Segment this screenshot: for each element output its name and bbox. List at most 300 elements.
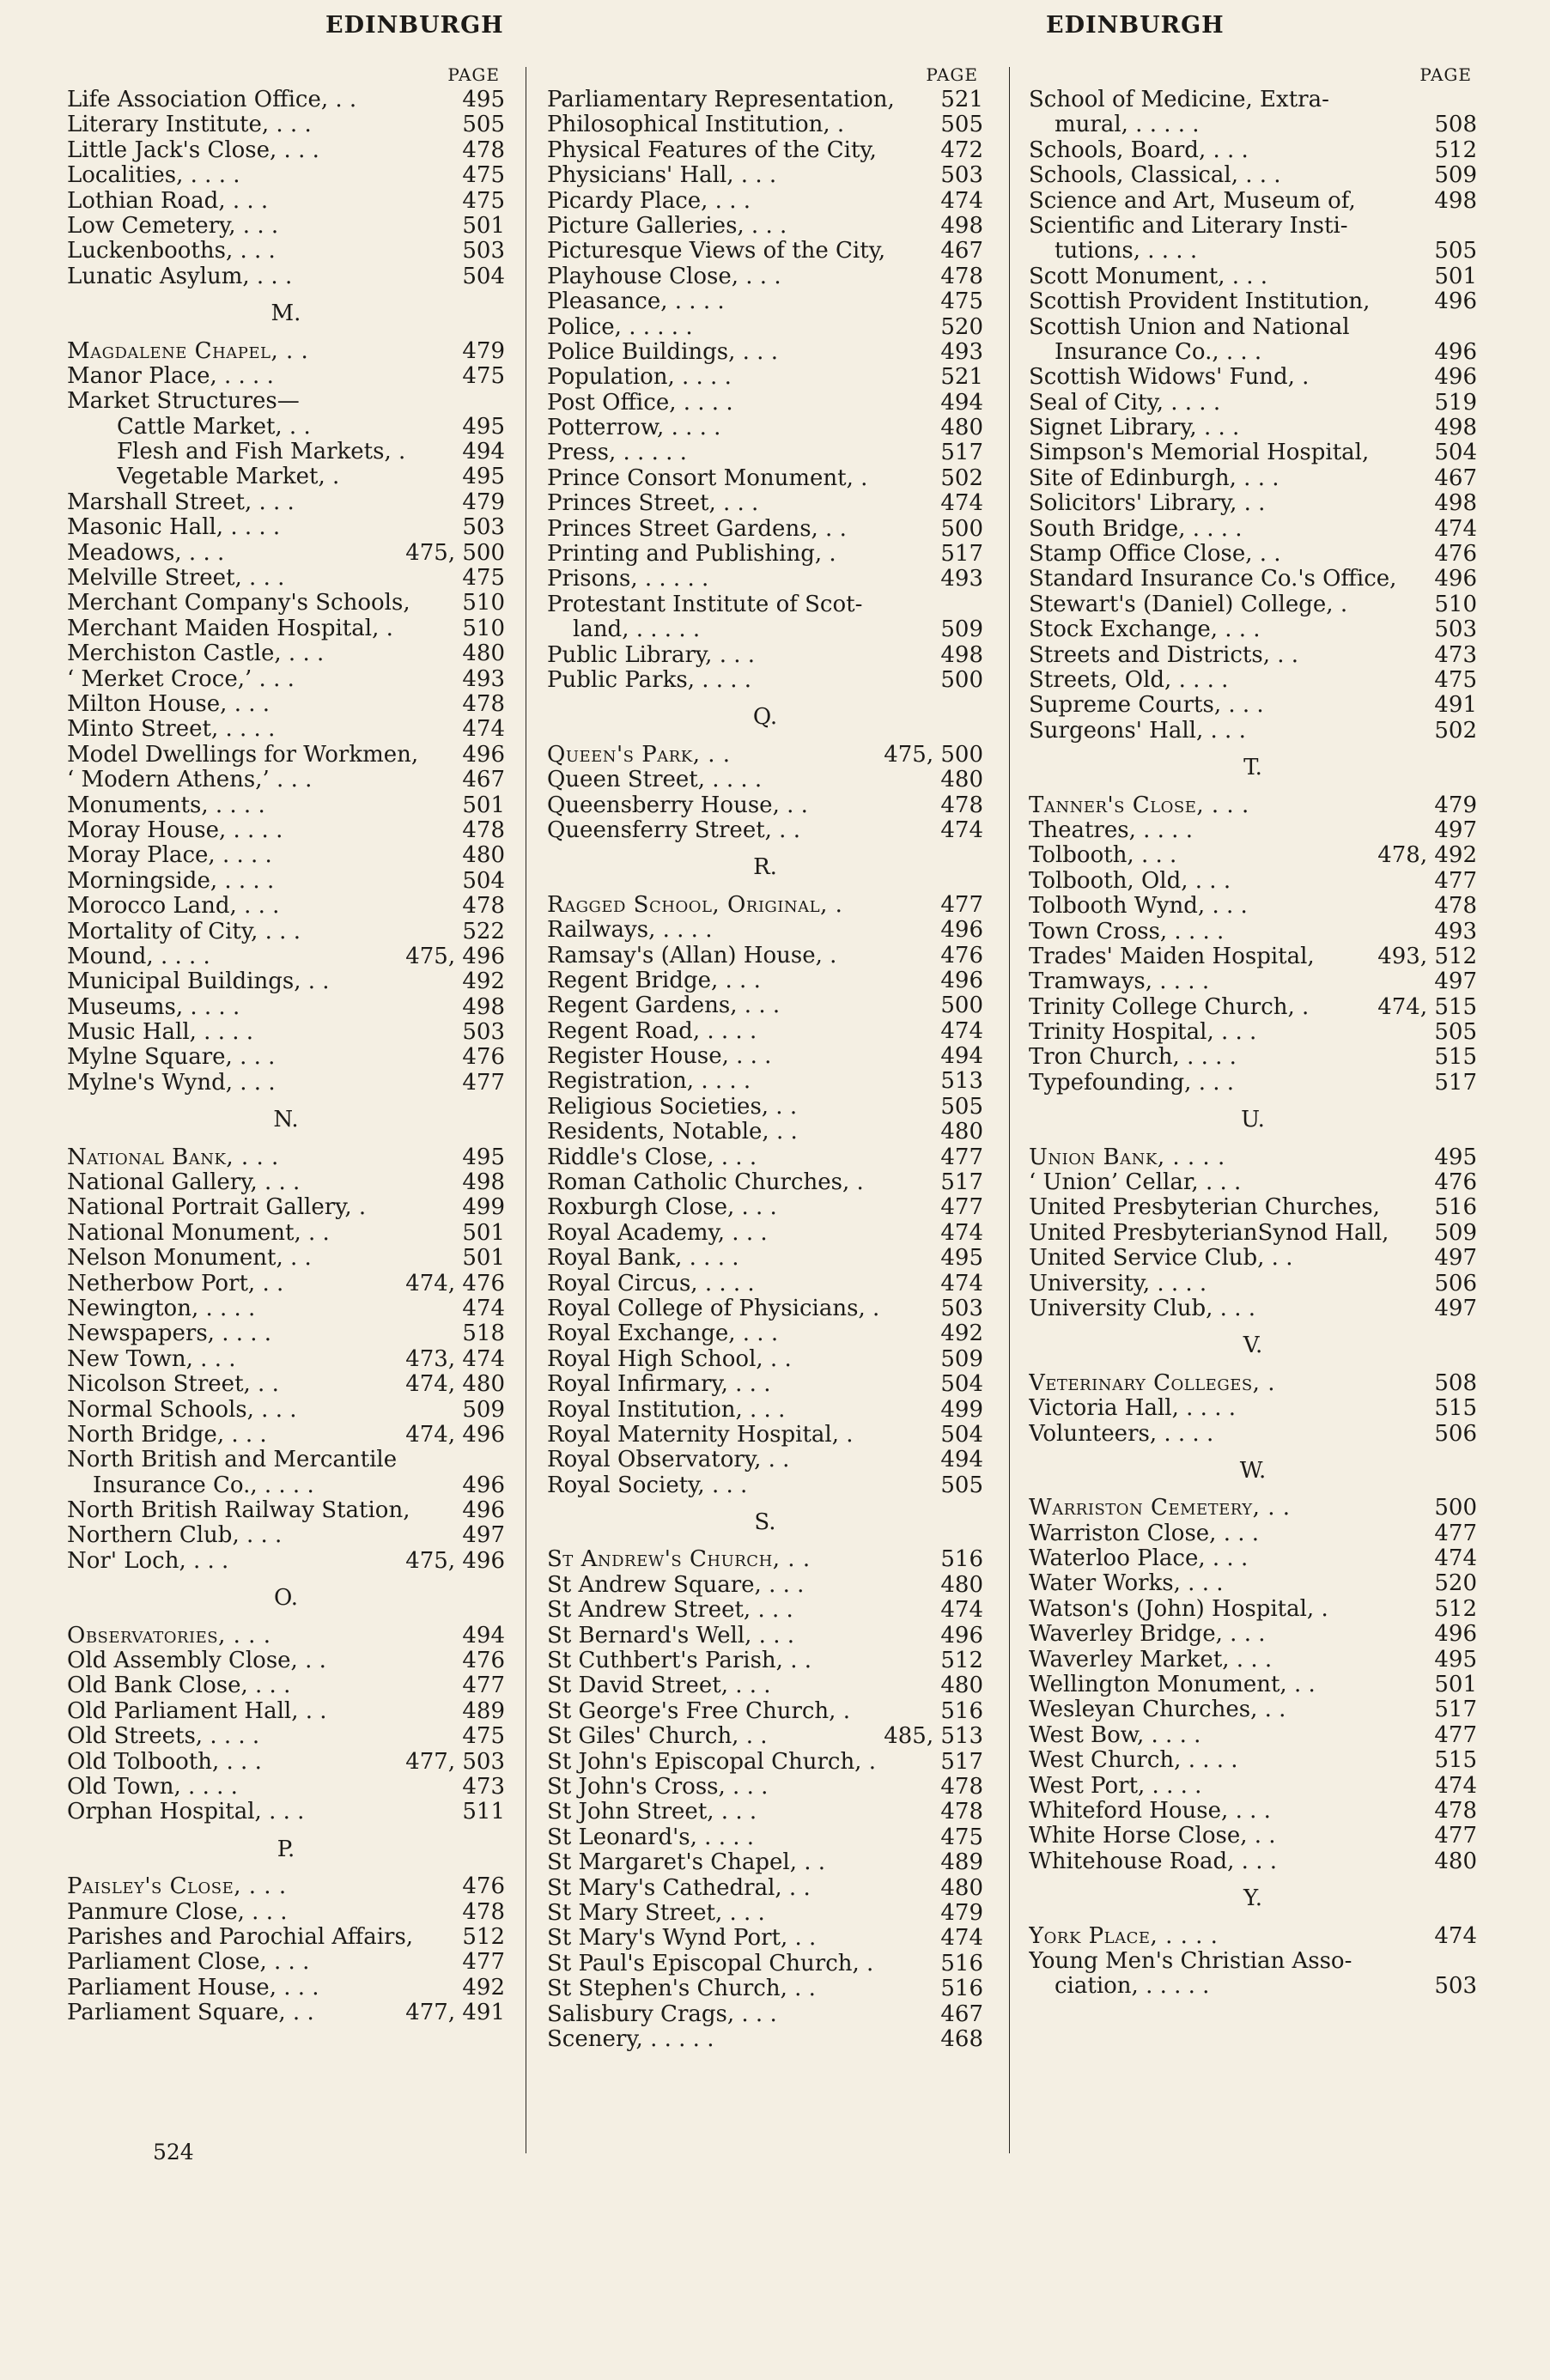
section-letter: P. xyxy=(277,1836,295,1862)
entry-page-ref: 476 xyxy=(462,1044,505,1071)
index-entry xyxy=(547,264,983,289)
entry-name: Royal Bank, . . . . xyxy=(547,1246,739,1272)
entry-page-ref: 516 xyxy=(940,1976,983,2002)
entry-name: Victoria Hall, . . . . xyxy=(1029,1396,1236,1422)
index-entry xyxy=(547,1145,983,1170)
index-entry xyxy=(1029,542,1477,567)
entry-name: Whitehouse Road, . . . xyxy=(1029,1849,1277,1874)
entry-name: Physicians' Hall, . . . xyxy=(547,163,777,189)
entry-name: Surgeons' Hall, . . . xyxy=(1029,718,1246,744)
entry-name: St Stephen's Church, . . xyxy=(547,1976,816,2002)
entry-name: Roman Catholic Churches, . xyxy=(547,1170,864,1196)
entry-page-ref: 492 xyxy=(940,1321,983,1347)
entry-page-ref: 503 xyxy=(1434,616,1477,643)
entry-name: Press, . . . . . xyxy=(547,440,687,466)
entry-name: Meadows, . . . xyxy=(67,540,225,566)
index-entry xyxy=(547,189,983,214)
entry-page-ref: 511 xyxy=(462,1799,505,1825)
index-entry xyxy=(547,1321,983,1346)
index-entry xyxy=(67,1170,505,1195)
index-entry xyxy=(67,743,505,768)
entry-name: Scottish Union and National xyxy=(1029,314,1350,340)
index-entry xyxy=(1029,668,1477,693)
entry-page-ref: 497 xyxy=(1434,817,1477,843)
entry-name: Orphan Hospital, . . . xyxy=(67,1800,305,1825)
entry-page-ref: 512 xyxy=(1434,1595,1477,1622)
entry-page-ref: 501 xyxy=(462,792,505,818)
index-entry xyxy=(67,1775,505,1800)
index-entry xyxy=(67,389,505,414)
entry-name: Life Association Office, . . xyxy=(67,88,357,112)
entry-page-ref: 498 xyxy=(1434,415,1477,441)
index-column-1 xyxy=(67,62,505,2026)
entry-page-ref: 474 xyxy=(940,817,983,843)
index-entry xyxy=(67,1246,505,1271)
entry-page-ref: 516 xyxy=(940,1697,983,1724)
index-entry xyxy=(1029,1195,1477,1220)
entry-page-ref: 517 xyxy=(1434,1697,1477,1723)
entry-page-ref: 496 xyxy=(462,1472,505,1498)
entry-page-ref: 522 xyxy=(462,918,505,944)
index-entry xyxy=(1029,440,1477,465)
index-entry xyxy=(1029,1371,1477,1396)
index-entry xyxy=(67,1473,505,1498)
entry-name: Town Cross, . . . . xyxy=(1029,919,1225,944)
entry-page-ref: 513 xyxy=(940,1068,983,1095)
index-entry xyxy=(1029,592,1477,617)
entry-page-ref: 497 xyxy=(462,1522,505,1549)
entry-name: York Place, . . . . xyxy=(1029,1923,1219,1949)
entry-name: Vegetable Market, . xyxy=(117,464,340,490)
index-entry xyxy=(1029,466,1477,491)
entry-page-ref: 506 xyxy=(1434,1270,1477,1296)
index-entry xyxy=(67,214,505,239)
index-entry xyxy=(67,1221,505,1246)
entry-name: Royal College of Physicians, . xyxy=(547,1296,880,1321)
entry-name: Market Structures— xyxy=(67,389,300,415)
entry-name: Registration, . . . . xyxy=(547,1069,751,1095)
entry-page-ref: 504 xyxy=(1434,440,1477,466)
index-entry xyxy=(547,1926,983,1951)
entry-page-ref: 505 xyxy=(940,112,983,138)
entry-page-ref: 498 xyxy=(940,212,983,239)
entry-name: Scott Monument, . . . xyxy=(1029,264,1268,289)
index-entry xyxy=(1029,1673,1477,1697)
entry-page-ref: 517 xyxy=(940,440,983,466)
index-entry xyxy=(547,668,983,693)
entry-name: tutions, . . . . xyxy=(1055,239,1198,264)
index-entry xyxy=(547,1573,983,1598)
section-letter: U. xyxy=(1241,1107,1265,1133)
entry-name: Municipal Buildings, . . xyxy=(67,969,330,995)
entry-page-ref: 503 xyxy=(940,1295,983,1321)
entry-page-ref: 477 xyxy=(462,1673,505,1699)
index-entry xyxy=(67,1321,505,1346)
entry-page-ref: 489 xyxy=(940,1849,983,1876)
entry-name: Stamp Office Close, . . xyxy=(1029,542,1281,568)
index-entry xyxy=(547,968,983,993)
entry-name: Old Tolbooth, . . . xyxy=(67,1749,262,1775)
index-entry xyxy=(547,1952,983,1976)
section-letter: S. xyxy=(754,1509,776,1536)
index-entry xyxy=(67,969,505,994)
index-entry xyxy=(547,1372,983,1397)
entry-page-ref: 495 xyxy=(1434,1144,1477,1170)
entry-page-ref: 474, 476 xyxy=(405,1270,505,1296)
index-entry xyxy=(67,1423,505,1448)
entry-page-ref: 480 xyxy=(940,1571,983,1598)
entry-page-ref: 518 xyxy=(462,1321,505,1347)
entry-page-ref: 509 xyxy=(940,616,983,643)
index-entry xyxy=(67,1398,505,1423)
entry-page-ref: 498 xyxy=(462,993,505,1020)
index-entry xyxy=(67,364,505,389)
entry-name: Playhouse Close, . . . xyxy=(547,264,781,289)
index-entry xyxy=(67,641,505,666)
entry-page-ref: 477, 491 xyxy=(405,2000,505,2026)
index-entry xyxy=(67,869,505,894)
entry-name: Stock Exchange, . . . xyxy=(1029,617,1261,643)
entry-name: Picturesque Views of the City, xyxy=(547,239,886,264)
entry-page-ref: 498 xyxy=(1434,187,1477,214)
entry-page-ref: 501 xyxy=(1434,263,1477,289)
entry-name: Streets, Old, . . . . xyxy=(1029,667,1229,693)
entry-name: Regent Bridge, . . . xyxy=(547,968,761,993)
entry-name: St Andrew's Church, . . xyxy=(547,1547,811,1573)
entry-page-ref: 505 xyxy=(1434,238,1477,264)
entry-name: National Gallery, . . . xyxy=(67,1170,301,1196)
entry-name: St Mary Street, . . . xyxy=(547,1900,765,1926)
entry-page-ref: 478 xyxy=(462,893,505,920)
entry-page-ref: 519 xyxy=(1434,389,1477,416)
index-entry xyxy=(67,1624,505,1648)
index-entry xyxy=(67,1724,505,1749)
index-entry xyxy=(1029,88,1477,112)
page-column-label: PAGE xyxy=(447,64,500,85)
entry-name: Nor' Loch, . . . xyxy=(67,1548,229,1574)
column-divider xyxy=(1009,67,1010,2153)
index-entry xyxy=(67,1673,505,1698)
index-entry xyxy=(1029,1496,1477,1521)
index-entry xyxy=(547,1423,983,1448)
index-entry xyxy=(547,517,983,542)
entry-page-ref: 521 xyxy=(940,364,983,391)
entry-name: Insurance Co., . . . xyxy=(1055,339,1262,365)
index-entry xyxy=(67,515,505,540)
entry-page-ref: 496 xyxy=(462,741,505,768)
entry-name: Literary Institute, . . . xyxy=(67,112,312,138)
index-entry xyxy=(67,944,505,969)
entry-page-ref: 517 xyxy=(1434,1069,1477,1096)
entry-name: Police, . . . . . xyxy=(547,314,693,340)
entry-name: Tron Church, . . . . xyxy=(1029,1045,1237,1071)
index-entry xyxy=(1029,1723,1477,1748)
entry-page-ref: 500 xyxy=(1434,1495,1477,1521)
entry-page-ref: 474 xyxy=(940,1597,983,1624)
entry-page-ref: 478 xyxy=(462,1898,505,1925)
entry-name: Population, . . . . xyxy=(547,365,732,391)
entry-page-ref: 480 xyxy=(940,1673,983,1699)
entry-name: Luckenbooths, . . . xyxy=(67,239,276,264)
entry-page-ref: 495 xyxy=(462,87,505,112)
entry-page-ref: 476 xyxy=(1434,541,1477,568)
entry-name: White Horse Close, . . xyxy=(1029,1824,1276,1849)
index-entry xyxy=(67,1372,505,1397)
entry-page-ref: 480 xyxy=(462,842,505,869)
entry-page-ref: 493 xyxy=(462,665,505,692)
entry-page-ref: 479 xyxy=(462,337,505,364)
entry-name: Parliament House, . . . xyxy=(67,1975,319,2001)
entry-name: Wellington Monument, . . xyxy=(1029,1673,1316,1698)
entry-name: Tolbooth, . . . xyxy=(1029,843,1177,869)
entry-name: Residents, Notable, . . xyxy=(547,1120,798,1145)
entry-page-ref: 478 xyxy=(462,690,505,717)
entry-name: Union Bank, . . . . xyxy=(1029,1144,1225,1170)
page-column-label: PAGE xyxy=(1419,64,1472,85)
entry-name: Mylne Square, . . . xyxy=(67,1045,276,1071)
entry-name: Paisley's Close, . . . xyxy=(67,1874,287,1900)
entry-page-ref: 498 xyxy=(1434,490,1477,517)
entry-name: Waverley Bridge, . . . xyxy=(1029,1622,1266,1648)
entry-page-ref: 479 xyxy=(940,1899,983,1926)
entry-name: National Bank, . . . xyxy=(67,1144,279,1170)
entry-name: Waterloo Place, . . . xyxy=(1029,1546,1249,1572)
index-entry xyxy=(67,692,505,717)
entry-page-ref: 496 xyxy=(940,967,983,993)
entry-page-ref: 474 xyxy=(940,490,983,517)
entry-page-ref: 501 xyxy=(462,212,505,239)
section-letter: Y. xyxy=(1243,1885,1263,1912)
index-entry xyxy=(547,1095,983,1120)
entry-name: Museums, . . . . xyxy=(67,994,240,1020)
index-entry xyxy=(547,315,983,340)
entry-name: Tanner's Close, . . . xyxy=(1029,792,1249,818)
entry-page-ref: 478 xyxy=(940,1799,983,1825)
entry-name: Stewart's (Daniel) College, . xyxy=(1029,592,1348,617)
index-entry xyxy=(67,717,505,742)
entry-name: School of Medicine, Extra- xyxy=(1029,88,1329,112)
index-entry xyxy=(1029,1071,1477,1096)
entry-name: Watson's (John) Hospital, . xyxy=(1029,1596,1328,1622)
entry-page-ref: 473 xyxy=(1434,641,1477,668)
entry-name: Mylne's Wynd, . . . xyxy=(67,1070,276,1096)
entry-page-ref: 496 xyxy=(1434,364,1477,391)
index-entry xyxy=(547,993,983,1018)
index-entry xyxy=(1029,1949,1477,1974)
entry-name: Little Jack's Close, . . . xyxy=(67,137,319,163)
entry-page-ref: 475, 496 xyxy=(405,1547,505,1574)
entry-name: Royal Institution, . . . xyxy=(547,1397,786,1423)
section-letter: N. xyxy=(273,1107,299,1133)
index-entry xyxy=(67,541,505,566)
entry-name: Warriston Close, . . . xyxy=(1029,1521,1260,1546)
entry-page-ref: 477 xyxy=(1434,1721,1477,1748)
entry-page-ref: 515 xyxy=(1434,1747,1477,1774)
entry-page-ref: 477 xyxy=(1434,867,1477,894)
entry-name: Merchant Company's Schools, xyxy=(67,591,410,616)
entry-page-ref: 496 xyxy=(462,1497,505,1524)
index-entry xyxy=(1029,818,1477,843)
index-entry xyxy=(1029,1849,1477,1874)
entry-page-ref: 508 xyxy=(1434,1369,1477,1396)
index-entry xyxy=(547,617,983,642)
index-entry xyxy=(547,1724,983,1749)
entry-page-ref: 474 xyxy=(1434,1772,1477,1799)
entry-page-ref: 478 xyxy=(1434,893,1477,920)
entry-name: Protestant Institute of Scot- xyxy=(547,592,863,617)
index-entry xyxy=(547,1598,983,1623)
entry-page-ref: 493 xyxy=(940,566,983,592)
entry-page-ref: 476 xyxy=(940,942,983,968)
index-entry xyxy=(67,88,505,112)
entry-page-ref: 474 xyxy=(940,1270,983,1296)
entry-name: Mound, . . . . xyxy=(67,944,210,969)
index-entry xyxy=(1029,1020,1477,1045)
entry-name: Whiteford House, . . . xyxy=(1029,1799,1271,1824)
entry-page-ref: 476 xyxy=(462,1648,505,1674)
index-entry xyxy=(67,1750,505,1775)
index-entry xyxy=(67,843,505,868)
index-entry xyxy=(547,918,983,943)
index-entry xyxy=(67,239,505,264)
entry-name: Railways, . . . . xyxy=(547,918,713,944)
index-entry xyxy=(547,768,983,792)
entry-name: Parliament Close, . . . xyxy=(67,1950,310,1976)
entry-name: Newington, . . . . xyxy=(67,1296,256,1321)
index-entry xyxy=(1029,1924,1477,1949)
index-entry xyxy=(547,88,983,112)
entry-page-ref: 517 xyxy=(940,541,983,568)
entry-page-ref: 520 xyxy=(1434,1570,1477,1597)
index-entry xyxy=(67,1800,505,1824)
entry-page-ref: 501 xyxy=(462,1219,505,1246)
index-entry xyxy=(67,995,505,1020)
entry-name: Royal Exchange, . . . xyxy=(547,1321,779,1347)
entry-page-ref: 492 xyxy=(462,1974,505,2001)
index-entry xyxy=(547,1876,983,1901)
entry-page-ref: 478 xyxy=(940,263,983,289)
entry-page-ref: 473 xyxy=(462,1774,505,1800)
entry-page-ref: 475 xyxy=(462,565,505,592)
entry-name: Lothian Road, . . . xyxy=(67,188,269,214)
index-entry xyxy=(547,567,983,592)
entry-page-ref: 495 xyxy=(462,464,505,490)
entry-name: Religious Societies, . . xyxy=(547,1094,798,1120)
entry-page-ref: 475 xyxy=(462,187,505,214)
entry-name: St Margaret's Chapel, . . xyxy=(547,1850,826,1876)
entry-page-ref: 475 xyxy=(462,162,505,189)
index-entry xyxy=(1029,1145,1477,1170)
entry-name: Public Parks, . . . . xyxy=(547,667,752,693)
index-entry xyxy=(1029,1546,1477,1571)
entry-page-ref: 474 xyxy=(940,1925,983,1952)
entry-name: Milton House, . . . xyxy=(67,691,270,717)
index-entry xyxy=(67,591,505,616)
entry-page-ref: 475 xyxy=(462,1723,505,1750)
entry-name: Prince Consort Monument, . xyxy=(547,465,868,491)
entry-name: Standard Insurance Co.'s Office, xyxy=(1029,567,1397,592)
entry-page-ref: 467 xyxy=(940,2001,983,2027)
index-entry xyxy=(1029,1622,1477,1647)
entry-page-ref: 497 xyxy=(1434,968,1477,995)
entry-page-ref: 496 xyxy=(1434,1621,1477,1648)
entry-name: St Andrew Street, . . . xyxy=(547,1598,793,1624)
index-entry xyxy=(67,1071,505,1096)
index-entry xyxy=(67,1272,505,1296)
entry-name: United Presbyterian Churches, xyxy=(1029,1195,1380,1221)
index-entry xyxy=(547,1825,983,1850)
entry-name: Typefounding, . . . xyxy=(1029,1070,1235,1096)
entry-page-ref: 494 xyxy=(940,1447,983,1473)
entry-name: Roxburgh Close, . . . xyxy=(547,1195,777,1221)
entry-page-ref: 502 xyxy=(1434,717,1477,744)
entry-page-ref: 474 xyxy=(462,1295,505,1321)
section-letter: W. xyxy=(1239,1457,1267,1484)
entry-name: St George's Free Church, . xyxy=(547,1698,850,1724)
index-entry xyxy=(547,1624,983,1648)
entry-name: Low Cemetery, . . . xyxy=(67,213,279,239)
entry-page-ref: 475 xyxy=(1434,666,1477,693)
entry-page-ref: 498 xyxy=(462,1169,505,1196)
entry-name: Queensferry Street, . . xyxy=(547,817,800,843)
entry-page-ref: 504 xyxy=(462,867,505,894)
entry-name: Masonic Hall, . . . . xyxy=(67,515,281,541)
index-entry xyxy=(1029,391,1477,416)
entry-name: Normal Schools, . . . xyxy=(67,1397,297,1423)
entry-name: St Mary's Wynd Port, . . xyxy=(547,1926,817,1952)
entry-page-ref: 495 xyxy=(462,1144,505,1170)
index-entry xyxy=(67,1448,505,1472)
index-entry xyxy=(67,440,505,464)
entry-name: Royal Circus, . . . . xyxy=(547,1271,755,1296)
entry-name: Prisons, . . . . . xyxy=(547,567,709,592)
entry-page-ref: 477 xyxy=(1434,1520,1477,1546)
running-header-left: EDINBURGH xyxy=(325,12,504,39)
entry-name: St Giles' Church, . . xyxy=(547,1724,768,1750)
entry-page-ref: 510 xyxy=(462,590,505,616)
entry-name: Young Men's Christian Asso- xyxy=(1029,1948,1352,1974)
index-entry xyxy=(67,1874,505,1899)
entry-name: St Andrew Square, . . . xyxy=(547,1572,805,1598)
index-entry xyxy=(67,566,505,591)
entry-name: Cattle Market, . . xyxy=(117,414,311,440)
entry-name: Northern Club, . . . xyxy=(67,1523,283,1549)
entry-name: Trinity College Church, . xyxy=(1029,994,1310,1020)
entry-page-ref: 515 xyxy=(1434,1044,1477,1071)
entry-name: Old Streets, . . . . xyxy=(67,1724,260,1750)
entry-page-ref: 477 xyxy=(940,1194,983,1221)
index-entry xyxy=(67,920,505,944)
entry-name: Old Town, . . . . xyxy=(67,1775,238,1800)
entry-name: United Service Club, . . xyxy=(1029,1246,1293,1272)
entry-name: St John Street, . . . xyxy=(547,1800,757,1825)
entry-page-ref: 496 xyxy=(1434,288,1477,315)
entry-page-ref: 474, 480 xyxy=(405,1371,505,1398)
entry-page-ref: 494 xyxy=(462,439,505,465)
entry-name: South Bridge, . . . . xyxy=(1029,516,1243,542)
entry-name: Morocco Land, . . . xyxy=(67,894,280,920)
entry-page-ref: 478 xyxy=(1434,1798,1477,1824)
index-entry xyxy=(547,112,983,137)
index-entry xyxy=(67,1549,505,1574)
index-entry xyxy=(67,415,505,440)
index-entry xyxy=(1029,1697,1477,1722)
index-entry xyxy=(547,592,983,617)
entry-name: Marshall Street, . . . xyxy=(67,489,295,515)
entry-name: St Cuthbert's Parish, . . xyxy=(547,1648,812,1674)
entry-name: Insurance Co., . . . . xyxy=(93,1472,314,1498)
entry-name: Ragged School, Original, . xyxy=(547,892,843,918)
